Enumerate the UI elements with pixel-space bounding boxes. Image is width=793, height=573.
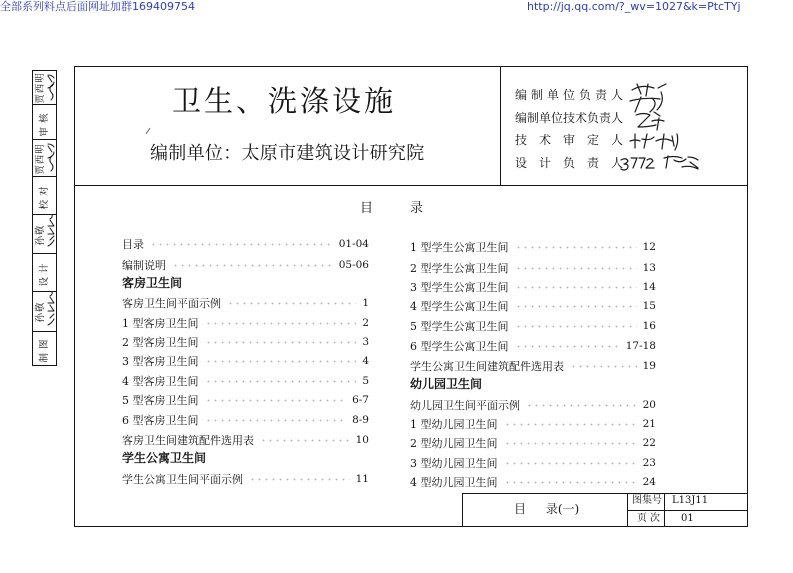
signoff-role: 设计 — [39, 259, 50, 287]
toc-entry — [410, 281, 656, 294]
signoff-cell — [33, 291, 56, 332]
toc-entry-title: 6 型学生公寓卫生间 — [410, 340, 509, 353]
signoff-name: 贾西明 — [35, 71, 46, 104]
role-technical-head: 编制单位技术负责人 — [515, 111, 624, 125]
toc-dot-leader — [504, 457, 637, 470]
toc-entry — [410, 300, 656, 313]
signoff-cell — [33, 71, 56, 104]
toc-entry — [410, 340, 656, 353]
toc-entry — [410, 262, 656, 275]
toc-dot-leader — [515, 262, 637, 275]
toc-entry-page: 12 — [642, 241, 656, 253]
toc-entry-title: 1 型客房卫生间 — [122, 317, 199, 330]
toc-entry-page: 6-7 — [352, 394, 369, 406]
toc-entry-page: 13 — [642, 262, 656, 274]
toc-dot-leader — [504, 418, 637, 431]
toc-dot-leader — [504, 476, 637, 489]
signoff-role: 制图 — [39, 335, 50, 363]
signoff-cell — [33, 104, 56, 140]
toc-entry — [122, 336, 369, 349]
sheet-box-row-line — [627, 510, 748, 511]
toc-entry — [410, 437, 656, 450]
toc-entry — [122, 473, 369, 486]
page-number: 01 — [681, 513, 694, 524]
toc-entry-title: 4 型客房卫生间 — [122, 375, 199, 388]
toc-entry-title: 1 型学生公寓卫生间 — [410, 241, 509, 254]
atlas-number-label: 图集号 — [632, 495, 662, 506]
toc-entry — [122, 297, 369, 310]
toc-entry-page: 5 — [362, 375, 369, 387]
toc-entry — [410, 241, 656, 254]
toc-entry-title: 2 型客房卫生间 — [122, 336, 199, 349]
toc-entry-title: 6 型客房卫生间 — [122, 414, 199, 427]
toc-dot-leader — [205, 375, 357, 388]
compiling-organization: 编制单位：太原市建筑设计研究院 — [150, 143, 425, 164]
atlas-title: 卫生、洗涤设施 — [172, 84, 397, 118]
toc-entry-page: 20 — [642, 399, 656, 411]
sheet-box-left-line — [462, 493, 463, 527]
sheet-title: 目 录(一) — [514, 502, 580, 516]
toc-entry — [122, 394, 369, 407]
toc-entry — [410, 476, 656, 489]
toc-entry — [410, 320, 656, 333]
url-text: http://jq.qq.com/?_wv=1027&k=PtcTYj — [527, 0, 741, 13]
signoff-cell — [33, 176, 56, 215]
toc-entry-page: 4 — [362, 355, 369, 367]
toc-dot-leader — [205, 355, 357, 368]
toc-dot-leader — [150, 238, 333, 251]
toc-entry-title: 3 型学生公寓卫生间 — [410, 281, 509, 294]
toc-entry-page: 24 — [642, 476, 656, 488]
role-compiler-head: 编制单位负责人 — [515, 88, 628, 102]
toc-entry — [122, 434, 369, 447]
toc-entry-title: 4 型学生公寓卫生间 — [410, 300, 509, 313]
toc-entry-page: 21 — [642, 418, 656, 430]
toc-entry-title: 目录 — [122, 238, 144, 251]
toc-entry — [122, 317, 369, 330]
toc-dot-leader — [205, 336, 357, 349]
toc-dot-leader — [205, 317, 357, 330]
toc-entry-page: 14 — [642, 281, 656, 293]
toc-entry-page: 11 — [355, 473, 369, 485]
toc-entry — [410, 457, 656, 470]
toc-section-heading: 幼儿园卫生间 — [410, 377, 483, 391]
toc-entry-page: 17-18 — [625, 340, 656, 352]
toc-entry-title: 1 型幼儿园卫生间 — [410, 418, 498, 431]
toc-entry — [122, 259, 369, 272]
toc-entry-title: 3 型客房卫生间 — [122, 355, 199, 368]
toc-entry-page: 3 — [362, 336, 369, 348]
toc-entry-page: 01-04 — [338, 238, 369, 250]
toc-dot-leader — [515, 300, 637, 313]
toc-section-heading: 学生公寓卫生间 — [122, 451, 207, 465]
role-design-head: 设计负责人 — [515, 156, 636, 170]
toc-entry-page: 10 — [355, 434, 369, 446]
toc-entry-title: 客房卫生间平面示例 — [122, 297, 221, 310]
toc-entry-title: 编制说明 — [122, 259, 166, 272]
signoff-name: 孙敬 — [35, 223, 46, 246]
toc-entry-title: 4 型幼儿园卫生间 — [410, 476, 498, 489]
toc-entry-title: 3 型幼儿园卫生间 — [410, 457, 498, 470]
signoff-cell — [33, 214, 56, 254]
toc-entry — [122, 238, 369, 251]
toc-entry-title: 客房卫生间建筑配件选用表 — [122, 434, 254, 447]
signoff-role: 校对 — [39, 182, 50, 210]
toc-dot-leader — [570, 360, 637, 373]
toc-entry — [122, 375, 369, 388]
toc-entry — [122, 355, 369, 368]
toc-entry-title: 5 型客房卫生间 — [122, 394, 199, 407]
toc-entry-page: 16 — [642, 320, 656, 332]
signoff-cell — [33, 139, 56, 177]
toc-dot-leader — [172, 259, 333, 272]
page-label: 页次 — [637, 513, 663, 524]
group-notice-text: 全部系列料点后面网址加群169409754 — [0, 0, 195, 13]
toc-entry-title: 2 型幼儿园卫生间 — [410, 437, 498, 450]
atlas-number: L13J11 — [672, 495, 709, 506]
toc-entry — [410, 418, 656, 431]
signoff-role: 审核 — [39, 108, 50, 137]
signoff-name: 贾西明 — [35, 142, 46, 175]
toc-dot-leader — [227, 297, 356, 310]
toc-entry-page: 05-06 — [338, 259, 369, 271]
toc-entry-page: 15 — [642, 300, 656, 312]
toc-entry-title: 5 型学生公寓卫生间 — [410, 320, 509, 333]
toc-entry-page: 1 — [362, 297, 369, 309]
role-technical-reviewer: 技术审定人 — [515, 133, 636, 147]
toc-entry — [410, 360, 656, 373]
toc-dot-leader — [515, 281, 637, 294]
toc-dot-leader — [205, 394, 347, 407]
toc-dot-leader — [515, 320, 637, 333]
toc-entry — [410, 399, 656, 412]
contents-heading: 目录 — [360, 201, 461, 216]
toc-entry-page: 22 — [642, 437, 656, 449]
responsibility-divider — [500, 66, 501, 185]
toc-section-heading: 客房卫生间 — [122, 276, 183, 290]
title-block-divider — [74, 185, 748, 186]
toc-dot-leader — [504, 437, 637, 450]
toc-dot-leader — [515, 241, 637, 254]
signoff-cell — [33, 331, 56, 366]
toc-entry-title: 2 型学生公寓卫生间 — [410, 262, 509, 275]
toc-dot-leader — [249, 473, 350, 486]
signoff-name: 孙敬 — [35, 301, 46, 323]
toc-dot-leader — [205, 414, 347, 427]
toc-entry-title: 学生公寓卫生间建筑配件选用表 — [410, 360, 564, 373]
toc-entry-page: 23 — [642, 457, 656, 469]
toc-entry-page: 2 — [362, 317, 369, 329]
toc-entry-page: 8-9 — [352, 414, 369, 426]
toc-entry — [122, 414, 369, 427]
toc-entry-page: 19 — [642, 360, 656, 372]
toc-dot-leader — [526, 399, 637, 412]
toc-entry-title: 学生公寓卫生间平面示例 — [122, 473, 243, 486]
sheet-box-top-line — [462, 493, 748, 494]
toc-entry-title: 幼儿园卫生间平面示例 — [410, 399, 520, 412]
toc-dot-leader — [515, 340, 620, 353]
toc-dot-leader — [260, 434, 350, 447]
signoff-strip — [32, 70, 57, 366]
signoff-cell — [33, 253, 56, 292]
